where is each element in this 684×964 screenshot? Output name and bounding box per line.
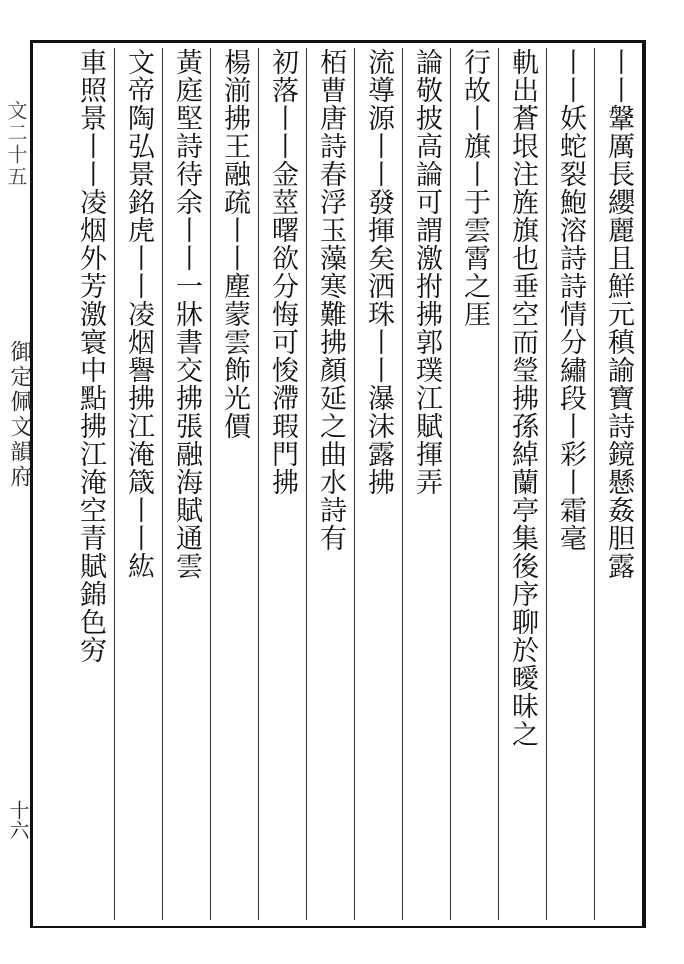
text-column: 初落丨丨金莖曙欲分悔可悛滯瑕門拂 [258, 48, 306, 920]
text-column: 軌出蒼垠注旌旗也垂空而瑩拂孫綽蘭亭集後序聊於曖昧之 [498, 48, 546, 920]
text-column: 丨丨鞶厲長纓麗且鮮元稹諭寶詩鏡懸姦胆露 [594, 48, 642, 920]
text-column: 文帝陶弘景銘虎丨丨凌烟譽拂江淹箴丨丨紘 [114, 48, 162, 920]
text-column: 黃庭堅詩待余丨丨一牀書交拂張融海賦通雲 [162, 48, 210, 920]
text-column: 車照景丨丨凌烟外芳激寰中點拂江淹空青賦錦色穷 [75, 48, 106, 664]
spine-margin [0, 40, 30, 926]
text-column: 栢曹唐詩春浮玉藻寒難拂顏延之曲水詩有 [306, 48, 354, 920]
text-column: 行故丨旗丨于雲霄之厓 [450, 48, 498, 920]
text-column: 論敬披高論可謂激拊拂郭璞江賦揮弄 [402, 48, 450, 920]
spine-edge-mark: 文二十五 [4, 100, 28, 188]
page-number: 十六 [6, 800, 30, 840]
book-title: 御定佩文韻府 [7, 340, 32, 490]
text-column: 流導源丨丨發揮矣洒珠丨丨瀑沫露拂 [354, 48, 402, 920]
text-column: 丨丨妖蛇裂鮑溶詩詩情分繡段丨彩丨霜毫 [546, 48, 594, 920]
text-column: 楊湔拂王融疏丨丨塵蒙雲飾光價 [210, 48, 258, 920]
bottom-border [30, 926, 646, 928]
text-columns [60, 48, 642, 920]
